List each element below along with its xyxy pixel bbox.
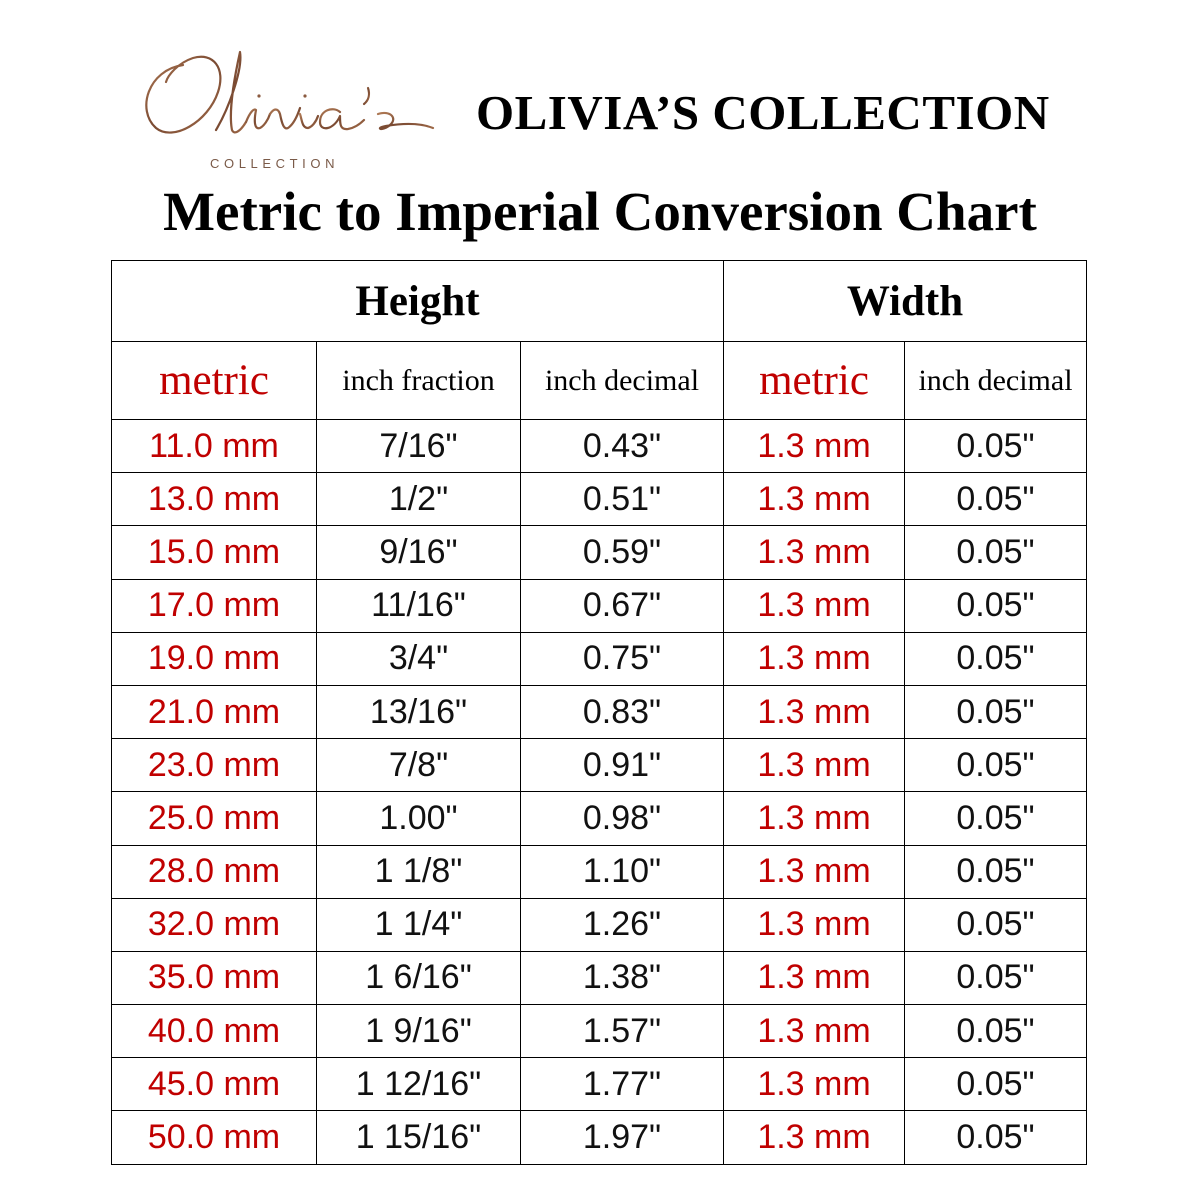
height-metric-cell: 13.0 mm: [112, 473, 317, 526]
width-metric-cell: 1.3 mm: [724, 473, 905, 526]
conversion-table: [111, 260, 1087, 1165]
table-row: [112, 685, 1087, 738]
logo-subtitle: COLLECTION: [210, 156, 340, 171]
height-metric-cell: 25.0 mm: [112, 792, 317, 845]
height-metric-cell: 19.0 mm: [112, 632, 317, 685]
width-metric-cell: 1.3 mm: [724, 792, 905, 845]
width-metric-cell: 1.3 mm: [724, 526, 905, 579]
width-decimal-header: inch decimal: [905, 342, 1087, 420]
height-decimal-cell: 0.91": [521, 739, 724, 792]
width-metric-cell: 1.3 mm: [724, 898, 905, 951]
height-fraction-cell: 9/16": [317, 526, 521, 579]
width-decimal-cell: 0.05": [905, 685, 1087, 738]
height-metric-cell: 17.0 mm: [112, 579, 317, 632]
height-fraction-cell: 7/16": [317, 420, 521, 473]
table-row: [112, 951, 1087, 1004]
height-fraction-cell: 1.00": [317, 792, 521, 845]
width-metric-cell: 1.3 mm: [724, 1058, 905, 1111]
width-decimal-cell: 0.05": [905, 473, 1087, 526]
height-fraction-cell: 13/16": [317, 685, 521, 738]
height-fraction-cell: 7/8": [317, 739, 521, 792]
height-decimal-header: inch decimal: [521, 342, 724, 420]
width-metric-header: metric: [724, 342, 905, 420]
height-decimal-cell: 0.59": [521, 526, 724, 579]
width-decimal-cell: 0.05": [905, 526, 1087, 579]
width-metric-cell: 1.3 mm: [724, 739, 905, 792]
olivias-logo: [128, 30, 458, 180]
height-metric-cell: 32.0 mm: [112, 898, 317, 951]
height-decimal-cell: 1.10": [521, 845, 724, 898]
height-decimal-cell: 1.57": [521, 1005, 724, 1058]
table-row: [112, 792, 1087, 845]
table-row: [112, 1005, 1087, 1058]
width-metric-cell: 1.3 mm: [724, 420, 905, 473]
height-metric-cell: 15.0 mm: [112, 526, 317, 579]
height-fraction-cell: 1 6/16": [317, 951, 521, 1004]
height-metric-cell: 50.0 mm: [112, 1111, 317, 1164]
logo-script-mark: [128, 30, 458, 160]
column-header-row: [112, 342, 1087, 420]
height-metric-cell: 21.0 mm: [112, 685, 317, 738]
table-row: [112, 526, 1087, 579]
width-decimal-cell: 0.05": [905, 1111, 1087, 1164]
height-decimal-cell: 1.97": [521, 1111, 724, 1164]
table-row: [112, 739, 1087, 792]
height-decimal-cell: 0.51": [521, 473, 724, 526]
table-row: [112, 632, 1087, 685]
height-decimal-cell: 0.83": [521, 685, 724, 738]
height-group-header: Height: [112, 261, 724, 342]
table-row: [112, 1058, 1087, 1111]
height-fraction-cell: 3/4": [317, 632, 521, 685]
width-decimal-cell: 0.05": [905, 845, 1087, 898]
width-decimal-cell: 0.05": [905, 792, 1087, 845]
height-metric-cell: 40.0 mm: [112, 1005, 317, 1058]
height-decimal-cell: 1.77": [521, 1058, 724, 1111]
height-decimal-cell: 0.98": [521, 792, 724, 845]
width-metric-cell: 1.3 mm: [724, 1111, 905, 1164]
table-row: [112, 420, 1087, 473]
width-metric-cell: 1.3 mm: [724, 685, 905, 738]
height-fraction-cell: 11/16": [317, 579, 521, 632]
page-title: Metric to Imperial Conversion Chart: [163, 181, 1037, 242]
height-fraction-cell: 1 1/4": [317, 898, 521, 951]
table-row: [112, 845, 1087, 898]
height-fraction-cell: 1 9/16": [317, 1005, 521, 1058]
width-decimal-cell: 0.05": [905, 951, 1087, 1004]
table-row: [112, 579, 1087, 632]
height-decimal-cell: 1.26": [521, 898, 724, 951]
height-fraction-cell: 1 1/8": [317, 845, 521, 898]
width-decimal-cell: 0.05": [905, 739, 1087, 792]
width-metric-cell: 1.3 mm: [724, 845, 905, 898]
width-metric-cell: 1.3 mm: [724, 579, 905, 632]
height-fraction-cell: 1 12/16": [317, 1058, 521, 1111]
height-decimal-cell: 1.38": [521, 951, 724, 1004]
width-decimal-cell: 0.05": [905, 579, 1087, 632]
height-decimal-cell: 0.67": [521, 579, 724, 632]
width-decimal-cell: 0.05": [905, 632, 1087, 685]
width-metric-cell: 1.3 mm: [724, 951, 905, 1004]
width-metric-cell: 1.3 mm: [724, 1005, 905, 1058]
width-group-header: Width: [724, 261, 1087, 342]
group-header-row: [112, 261, 1087, 342]
height-decimal-cell: 0.75": [521, 632, 724, 685]
width-decimal-cell: 0.05": [905, 420, 1087, 473]
width-decimal-cell: 0.05": [905, 1058, 1087, 1111]
brand-name: OLIVIA’S COLLECTION: [476, 85, 1050, 140]
width-decimal-cell: 0.05": [905, 898, 1087, 951]
height-metric-header: metric: [112, 342, 317, 420]
height-fraction-header: inch fraction: [317, 342, 521, 420]
height-fraction-cell: 1/2": [317, 473, 521, 526]
height-metric-cell: 11.0 mm: [112, 420, 317, 473]
table-row: [112, 1111, 1087, 1164]
table-row: [112, 473, 1087, 526]
width-decimal-cell: 0.05": [905, 1005, 1087, 1058]
height-decimal-cell: 0.43": [521, 420, 724, 473]
height-metric-cell: 35.0 mm: [112, 951, 317, 1004]
table-row: [112, 898, 1087, 951]
width-metric-cell: 1.3 mm: [724, 632, 905, 685]
height-metric-cell: 28.0 mm: [112, 845, 317, 898]
height-metric-cell: 23.0 mm: [112, 739, 317, 792]
height-metric-cell: 45.0 mm: [112, 1058, 317, 1111]
height-fraction-cell: 1 15/16": [317, 1111, 521, 1164]
